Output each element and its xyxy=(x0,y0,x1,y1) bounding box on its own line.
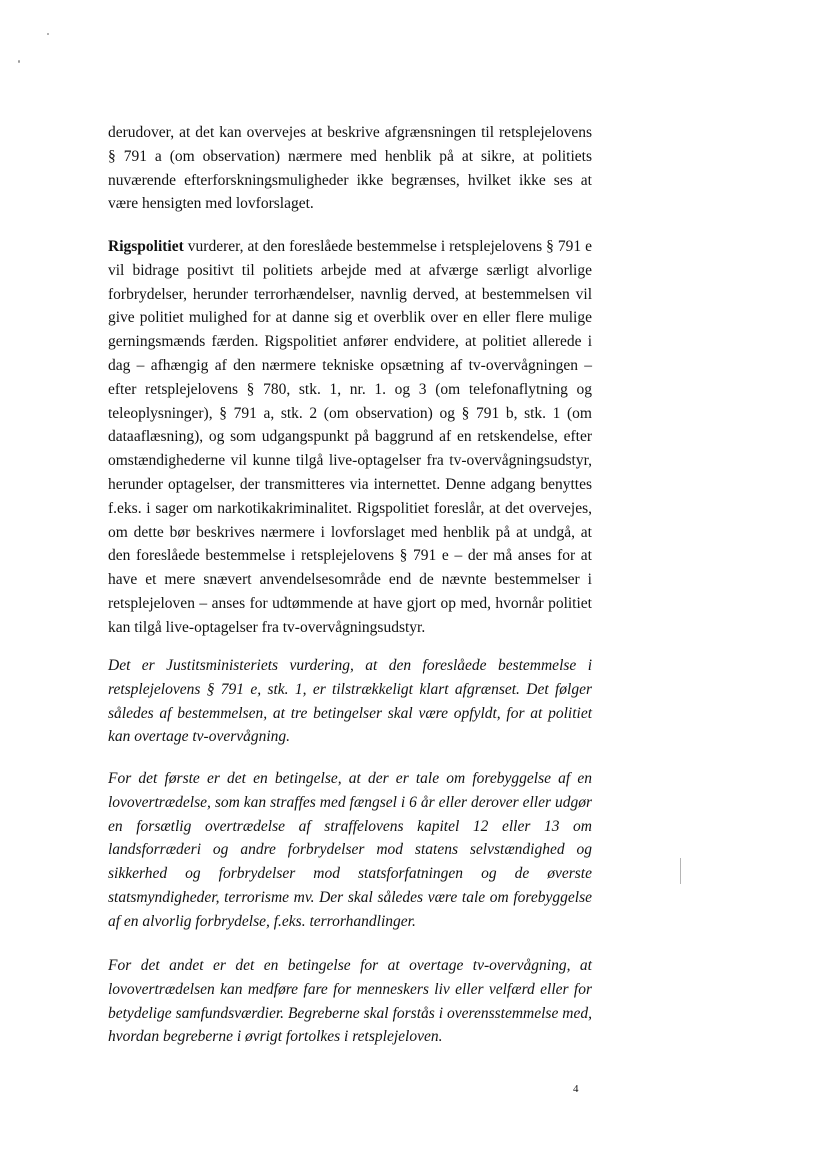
page-number: 4 xyxy=(573,1083,579,1095)
paragraph-second-condition: For det andet er det en betingelse for at overtage tv-overvågning, at lovovertrædelsen kan medføre fare for menneskers liv eller velfærd eller for betydelige samfundsværdier. Begreberne skal forstås i overensstemmelse med, hvordan begreberne i øvrigt fortolkes i retsplejeloven. xyxy=(108,957,592,1046)
paragraph-rigspolitiet xyxy=(108,235,592,640)
paragraph-body: vurderer, at den foreslåede bestemmelse i retsplejelovens § 791 e vil bidrage positivt til politiets arbejde med at afværge særligt alvorlige forbrydelser, herunder terrorhændelser, navnlig derved, at bestemmelsen vil give politiet mulighed for at danne sig et overblik over en eller flere mulige gerningsmænds færden. Rigspolitiet anfører endvidere, at politiet allerede i dag – afhængig af den nærmere tekniske opsætning af tv-overvågningen – efter retsplejelovens § 780, stk. 1, nr. 1. og 3 (om telefonaflytning og teleoplysninger), § 791 a, stk. 2 (om observation) og § 791 b, stk. 1 (om dataaflæsning), og som udgangspunkt på baggrund af en retskendelse, efter omstændighederne vil kunne tilgå live-optagelser fra tv-overvågningsudstyr, herunder optagelser, der transmitteres via internettet. Denne adgang benyttes f.eks. i sager om narkotikakriminalitet. Rigspolitiet foreslår, at det overvejes, om dette bør beskrives nærmere i lovforslaget med henblik på at undgå, at den foreslåede bestemmelse i retsplejelovens § 791 e – der må anses for at have et mere snævert anvendelsesområde end de nævnte bestemmelser i retsplejeloven – anses for udtømmende at have gjort op med, hvornår politiet kan tilgå live-optagelser fra tv-overvågningsudstyr. xyxy=(108,238,592,636)
scan-margin-mark xyxy=(680,858,681,884)
scan-speck xyxy=(18,60,20,63)
paragraph-first-condition: For det første er det en betingelse, at der er tale om forebyggelse af en lovovertrædelse, som kan straffes med fængsel i 6 år eller derover eller udgør en forsætlig overtrædelse af straffelovens kapitel 12 eller 13 om landsforræderi og andre forbrydelser mod statens selvstændighed og sikkerhed og forbrydelser mod statsforfatningen og de øverste statsmyndigheder, terrorisme mv. Der skal således være tale om forebyggelse af en alvorlig forbrydelse, f.eks. terrorhandlinger. xyxy=(108,770,592,930)
paragraph-ministry-assessment: Det er Justitsministeriets vurdering, at den foreslåede bestemmelse i retsplejelovens § 791 e, stk. 1, er tilstrækkeligt klart afgrænset. Det følger således af bestemmelsen, at tre betingelser skal være opfyldt, for at politiet kan overtage tv-overvågning. xyxy=(108,657,592,746)
paragraph-lead-bold: Rigspolitiet xyxy=(108,238,184,255)
paragraph-observation-note: derudover, at det kan overvejes at beskrive afgrænsningen til retsplejelovens § 791 a (om observation) nærmere med henblik på at sikre, at politiets nuværende efterforskningsmuligheder ikke begrænses, hvilket ikke ses at være hensigten med lovforslaget. xyxy=(108,124,592,213)
scan-speck xyxy=(47,33,49,35)
